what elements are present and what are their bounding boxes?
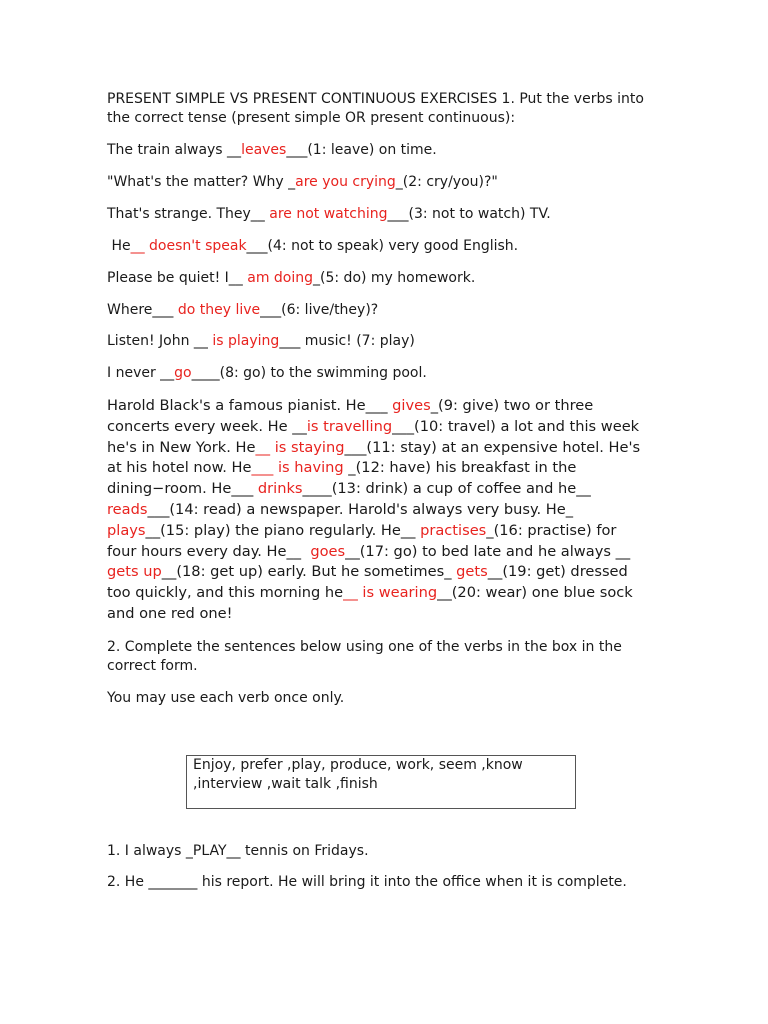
exercise-title: PRESENT SIMPLE VS PRESENT CONTINUOUS EXERCISES 1. Put the verbs into the correct tense (present simple OR present continuous): bbox=[107, 91, 644, 126]
exercise-2-intro: 2. Complete the sentences below using one of the verbs in the box in the correct form. bbox=[107, 639, 622, 674]
answer: go bbox=[174, 365, 192, 381]
answer: do they live bbox=[177, 302, 261, 318]
sentence-2: "What's the matter? Why _are you crying_(2: cry/you)?" bbox=[107, 174, 498, 190]
sentence-3: That's strange. They__ are not watching___(3: not to watch) TV. bbox=[107, 206, 551, 222]
sentence-6: Where___ do they live___(6: live/they)? bbox=[107, 302, 379, 318]
question-1: 1. I always _PLAY__ tennis on Fridays. bbox=[107, 843, 369, 859]
answer: am doing bbox=[247, 270, 314, 286]
answer: is playing bbox=[212, 333, 280, 349]
sentence-8: I never __go____(8: go) to the swimming pool. bbox=[107, 365, 427, 381]
answer: are not watching bbox=[269, 206, 388, 222]
sentence-4: He__ doesn't speak___(4: not to speak) very good English. bbox=[107, 238, 519, 254]
sentence-7: Listen! John __ is playing___ music! (7: play) bbox=[107, 333, 415, 349]
harold-paragraph: Harold Black's a famous pianist. He___ gives_(9: give) two or three concerts every week. He __is travelling___(10: travel) a lot and this week he's in New York. He__ is staying___(11: stay) at an expensive hotel. He's at his hotel now. He___ is having _(12: have) his breakfast in the dining−room. He___ drinks____(13: drink) a cup of coffee and he__ reads___(14: read) a newspaper. Harold's always very busy. He_ plays__(15: play) the piano regularly. He__ practises_(16: practise) for four hours every day. He__ goes__(17: go) to bed late and he always __ gets up__(18: get up) early. But he sometimes_ gets__(19: get) dressed too quickly, and this morning he__ is wearing__(20: wear) one blue sock and one red one! bbox=[107, 397, 641, 622]
answer: __ doesn't speak bbox=[130, 238, 247, 254]
question-2: 2. He _______ his report. He will bring it into the office when it is complete. bbox=[107, 874, 627, 890]
verb-box: Enjoy, prefer ,play, produce, work, seem ,know ,interview ,wait talk ,finish bbox=[186, 755, 576, 809]
exercise-2-note: You may use each verb once only. bbox=[107, 690, 345, 706]
sentence-5: Please be quiet! I__ am doing_(5: do) my homework. bbox=[107, 270, 476, 286]
answer: are you crying bbox=[295, 174, 396, 190]
sentence-1: The train always __leaves___(1: leave) on time. bbox=[107, 142, 437, 158]
answer: leaves bbox=[241, 142, 287, 158]
